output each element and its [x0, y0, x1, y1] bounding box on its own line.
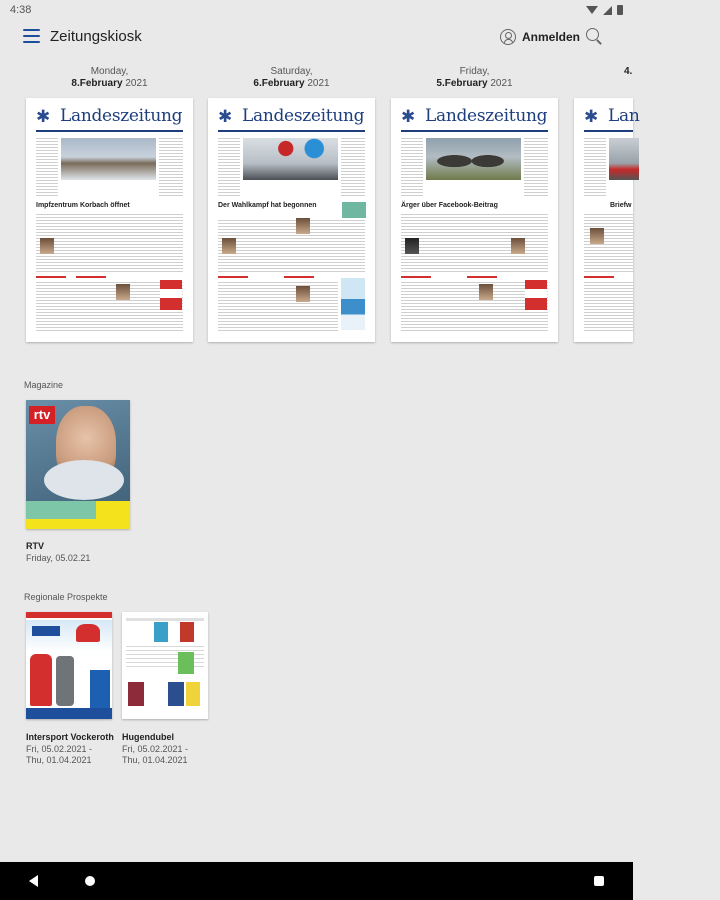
portrait-photo — [116, 284, 130, 300]
front-page-photo — [243, 138, 338, 180]
portrait-photo — [405, 238, 419, 254]
magazine-date: Friday, 05.02.21 — [26, 553, 91, 563]
newspaper-masthead: Landeszeitung — [242, 106, 365, 126]
star-logo-icon: ✱ — [36, 107, 51, 126]
magazine-title: RTV — [26, 541, 44, 551]
front-page-photo — [61, 138, 156, 180]
prospekt-cover[interactable] — [26, 612, 112, 719]
battery-icon — [617, 5, 623, 15]
magazine-logo: rtv — [29, 406, 55, 424]
issue-date: Friday, 5.February 2021 — [436, 66, 513, 89]
front-page-headline: Ärger über Facebook-Beitrag — [401, 202, 498, 209]
login-button[interactable] — [500, 26, 580, 48]
newspaper-cover[interactable] — [574, 98, 640, 342]
status-icons — [586, 5, 623, 15]
magazine-cover[interactable] — [26, 400, 130, 529]
issue-date: 4. — [624, 66, 633, 77]
app-bar — [0, 20, 633, 54]
newspaper-masthead: Landeszeitung — [60, 106, 183, 126]
portrait-photo — [40, 238, 54, 254]
wifi-icon — [586, 6, 598, 14]
portrait-photo — [296, 218, 310, 234]
newspaper-cover[interactable] — [391, 98, 558, 342]
star-logo-icon: ✱ — [584, 107, 599, 126]
section-label-prospekte: Regionale Prospekte — [24, 592, 108, 602]
menu-icon[interactable] — [23, 29, 40, 43]
newspaper-cover[interactable] — [26, 98, 193, 342]
system-nav-bar — [0, 862, 633, 900]
prospekt-title: Hugendubel — [122, 732, 174, 742]
login-label: Anmelden — [522, 30, 581, 44]
front-page-photo — [426, 138, 521, 180]
book-cover — [186, 682, 200, 706]
portrait-photo — [590, 228, 604, 244]
front-page-headline: Der Wahlkampf hat begonnen — [218, 202, 317, 209]
portrait-photo — [296, 286, 310, 302]
portrait-photo — [479, 284, 493, 300]
prospekt-date: Fri, 05.02.2021 - Thu, 01.04.2021 — [26, 744, 93, 765]
book-cover — [154, 622, 168, 642]
signal-icon — [603, 6, 612, 15]
back-icon[interactable] — [29, 875, 38, 887]
product-photo — [30, 654, 52, 706]
front-page-headline: Impfzentrum Korbach öffnet — [36, 202, 130, 209]
advert-block — [160, 280, 182, 310]
newspaper-masthead: Landeszeitung — [425, 106, 548, 126]
recent-apps-icon[interactable] — [594, 876, 604, 886]
prospekt-date: Fri, 05.02.2021 - Thu, 01.04.2021 — [122, 744, 189, 765]
book-cover — [128, 682, 144, 706]
front-page-headline: Briefw — [610, 202, 632, 209]
search-icon[interactable] — [586, 28, 602, 44]
book-cover — [168, 682, 184, 706]
advert-block — [342, 202, 366, 218]
book-cover — [180, 622, 194, 642]
advert-block — [525, 280, 547, 310]
section-label-magazine: Magazine — [24, 380, 64, 390]
status-bar — [0, 0, 633, 20]
home-icon[interactable] — [85, 876, 95, 886]
account-icon — [500, 29, 516, 45]
prospekt-title: Intersport Vockeroth — [26, 732, 114, 742]
issue-date: Monday, 8.February 2021 — [71, 66, 148, 89]
advert-block — [341, 278, 365, 330]
status-time: 4:38 — [10, 4, 32, 16]
newspaper-masthead: Lan — [608, 106, 640, 126]
front-page-photo — [609, 138, 639, 180]
star-logo-icon: ✱ — [218, 107, 233, 126]
prospekt-cover[interactable] — [122, 612, 208, 719]
app-title: Zeitungskiosk — [50, 28, 142, 45]
issue-date: Saturday, 6.February 2021 — [253, 66, 330, 89]
star-logo-icon: ✱ — [401, 107, 416, 126]
book-cover — [178, 652, 194, 674]
product-photo — [56, 656, 74, 706]
portrait-photo — [511, 238, 525, 254]
portrait-photo — [222, 238, 236, 254]
newspaper-cover[interactable] — [208, 98, 375, 342]
